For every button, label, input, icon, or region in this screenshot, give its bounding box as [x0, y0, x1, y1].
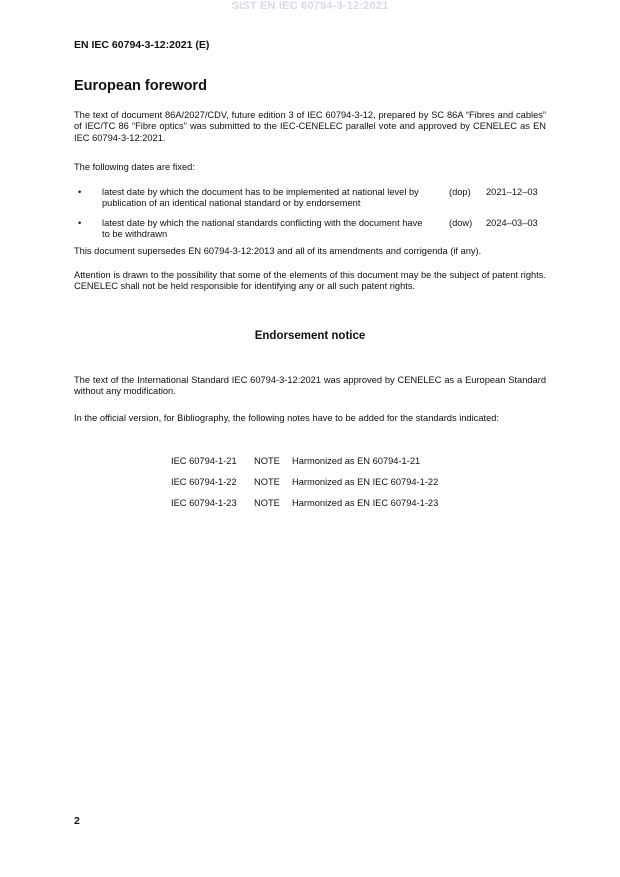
date-item-code: (dow) [449, 218, 473, 228]
date-item-text: latest date by which the national standards conflicting with the document have to be withdrawn [102, 218, 423, 240]
foreword-title: European foreword [74, 78, 207, 94]
supersedes-text: This document supersedes EN 60794-3-12:2013 and all of its amendments and corrigenda (if any). [74, 246, 482, 256]
note-text: Harmonized as EN IEC 60794-1-23 [292, 498, 439, 508]
note-standard: IEC 60794-1-21 [171, 456, 237, 466]
note-label: NOTE [254, 477, 280, 487]
note-standard: IEC 60794-1-22 [171, 477, 237, 487]
endorsement-text: The text of the International Standard IEC 60794-3-12:2021 was approved by CENELEC as a European Standard without any modification. [74, 375, 546, 397]
note-text: Harmonized as EN 60794-1-21 [292, 456, 421, 466]
watermark: SIST EN IEC 60794-3-12:2021 [231, 0, 389, 12]
note-text: Harmonized as EN IEC 60794-1-22 [292, 477, 439, 487]
attention-text: Attention is drawn to the possibility that some of the elements of this document may be the subject of patent rights. CENELEC shall not be held responsible for identifying any or all such patent rights. [74, 270, 546, 292]
date-item-date: 2024–03–03 [486, 218, 538, 228]
date-item-date: 2021–12–03 [486, 187, 538, 197]
bibliography-intro: In the official version, for Bibliography, the following notes have to be added for the standards indicated: [74, 413, 499, 423]
date-item-code: (dop) [449, 187, 471, 197]
foreword-intro: The text of document 86A/2027/CDV, future edition 3 of IEC 60794-3-12, prepared by SC 86A “Fibres and cables” of IEC/TC 86 “Fibre optics” was submitted to the IEC-CENELEC parallel vote and approved by CENELEC as EN IEC 60794-3-12:2021. [74, 110, 546, 143]
note-standard: IEC 60794-1-23 [171, 498, 237, 508]
bullet-icon: • [78, 218, 82, 228]
note-label: NOTE [254, 498, 280, 508]
bullet-icon: • [78, 187, 82, 197]
endorsement-title: Endorsement notice [254, 330, 366, 342]
page-number: 2 [74, 815, 80, 827]
document-header: EN IEC 60794-3-12:2021 (E) [74, 39, 210, 51]
dates-intro: The following dates are fixed: [74, 162, 195, 172]
date-item-text: latest date by which the document has to be implemented at national level by publication of an identical national standard or by endorsement [102, 187, 419, 209]
note-label: NOTE [254, 456, 280, 466]
